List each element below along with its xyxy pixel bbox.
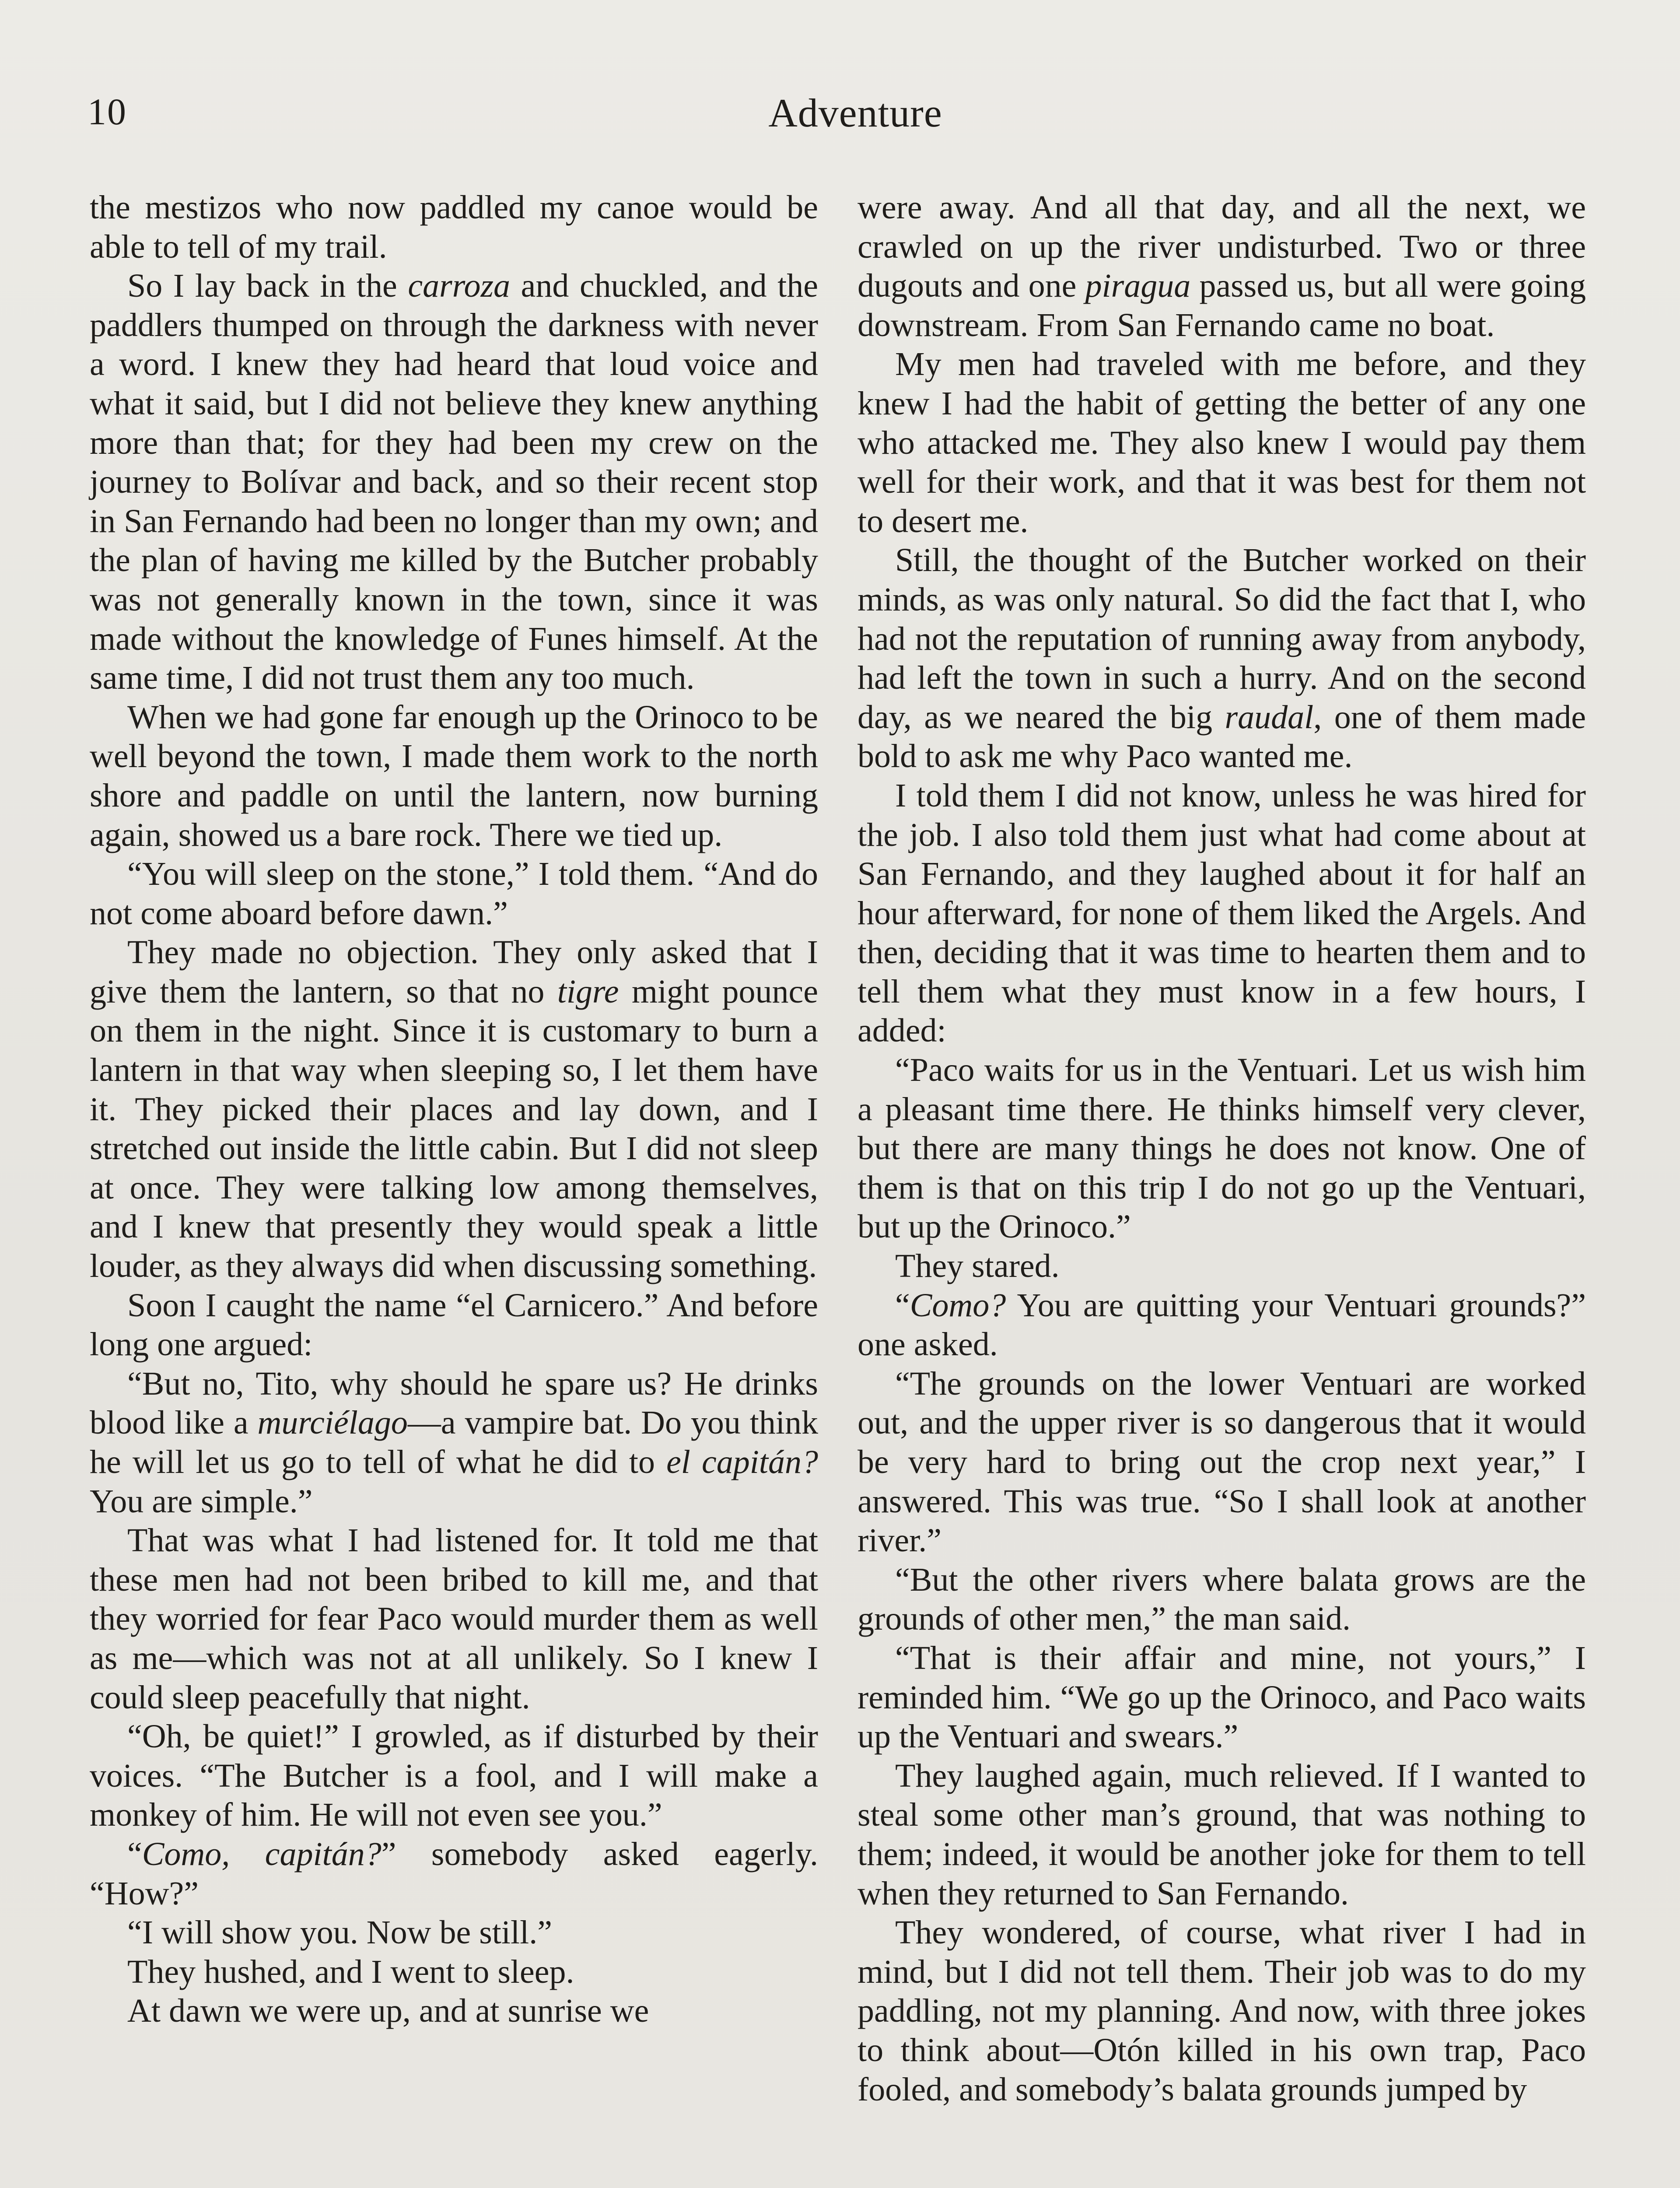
text-column-right (858, 188, 1586, 2109)
italic-text: raudal (1225, 698, 1314, 736)
paragraph (90, 855, 818, 933)
paragraph (858, 188, 1586, 345)
paragraph (90, 188, 818, 266)
italic-text: murciélago (257, 1404, 408, 1441)
text-run: Soon I caught the name “el Carnicero.” And before long one argued: (90, 1287, 818, 1363)
paragraph (858, 1051, 1586, 1247)
italic-text: carroza (408, 267, 511, 305)
text-run: They laughed again, much relieved. If I wanted to steal some other man’s ground, that was nothing to them; indeed, it would be another joke for them to tell when they returned to San Fernando. (858, 1757, 1586, 1912)
text-run: passed us, but all were going downstream. From San Fernando came no boat. (858, 267, 1586, 344)
italic-text: tigre (557, 973, 619, 1010)
text-run: They hushed, and I went to sleep. (127, 1953, 574, 1990)
paragraph (858, 1913, 1586, 2109)
italic-text: Como? (910, 1287, 1006, 1324)
text-run: My men had traveled with me before, and they knew I had the habit of getting the better of any one who attacked me. They also knew I would pay them well for their work, and that it was best for them not to desert me. (858, 346, 1586, 540)
paragraph (90, 933, 818, 1286)
text-run: “The grounds on the lower Ventuari are worked out, and the upper river is so dangerous that it would be very hard to bring out the crop next year,” I answered. This was true. “So I shall look at another river.” (858, 1365, 1586, 1559)
text-run: “That is their affair and mine, not yours,” I reminded him. “We go up the Orinoco, and Paco waits up the Ventuari and swears.” (858, 1639, 1586, 1755)
text-run: They wondered, of course, what river I had in mind, but I did not tell them. Their job was to do my paddling, not my planning. And now, with three jokes to think about—Otón killed in his own trap, Paco fooled, and somebody’s balata grounds jumped by (858, 1914, 1586, 2108)
text-run: “I will show you. Now be still.” (127, 1914, 553, 1951)
paragraph (90, 1835, 818, 1913)
text-run: So I lay back in the (127, 267, 408, 305)
italic-text: piragua (1085, 267, 1191, 305)
text-run: You are quitting your Ventuari grounds?” one asked. (858, 1287, 1586, 1363)
text-run: , one of them made bold to ask me why Paco wanted me. (858, 698, 1586, 775)
paragraph (858, 1757, 1586, 1913)
italic-text: Como, capitán? (142, 1835, 382, 1872)
paragraph (90, 266, 818, 698)
text-run: —a vampire bat. Do you think he will let us go to tell of what he did to (90, 1404, 819, 1480)
text-run: “You will sleep on the stone,” I told them. “And do not come aboard before dawn.” (90, 856, 818, 932)
text-run: “ (895, 1287, 910, 1324)
page-header (88, 90, 1584, 138)
text-run: and chuckled, and the paddlers thumped on through the darkness with never a word. I knew they had heard that loud voice and what it said, but I did not believe they knew anything more than that; for they had been my crew on the journey to Bolívar and back, and so their recent stop in San Fernando had been no longer than my own; and the plan of having me killed by the Butcher probably was not generally known in the town, since it was made without the knowledge of Funes himself. At the same time, I did not trust them any too much. (90, 267, 819, 697)
paragraph (90, 1913, 818, 1953)
paragraph (90, 698, 818, 855)
paragraph (858, 776, 1586, 1051)
paragraph (90, 1953, 818, 1992)
paragraph (858, 1639, 1586, 1757)
paragraph (90, 1286, 818, 1364)
paragraph (90, 1364, 818, 1521)
paragraph (858, 345, 1586, 541)
paragraph (90, 1521, 818, 1717)
text-run: “Oh, be quiet!” I growled, as if disturbed by their voices. “The Butcher is a fool, and I will make a monkey of him. He will not even see you.” (90, 1718, 818, 1834)
paragraph (90, 1992, 818, 2031)
text-run: When we had gone far enough up the Orinoco to be well beyond the town, I made them work to the north shore and paddle on until the lantern, now burning again, showed us a bare rock. There we tied up. (90, 698, 818, 853)
text-run: “But the other rivers where balata grows are the grounds of other men,” the man said. (858, 1561, 1586, 1637)
running-title: Adventure (768, 91, 942, 135)
text-run: They made no objection. They only asked that I give them the lantern, so that no (90, 934, 818, 1010)
page-number: 10 (88, 91, 127, 133)
paragraph (858, 541, 1586, 776)
text-run: At dawn we were up, and at sunrise we (127, 1992, 649, 2030)
text-run: ” somebody asked eagerly. “How?” (90, 1835, 818, 1912)
paragraph (858, 1247, 1586, 1286)
text-run: I told them I did not know, unless he was hired for the job. I also told them just what had come about at San Fernando, and they laughed about it for half an hour afterward, for none of them liked the Argels. And then, deciding that it was time to hearten them and to tell them what they must know in a few hours, I added: (858, 777, 1586, 1049)
text-run: “Paco waits for us in the Ventuari. Let us wish him a pleasant time there. He thinks himself very clever, but there are many things he does not know. One of them is that on this trip I do not go up the Ventuari, but up the Orinoco.” (858, 1052, 1586, 1245)
paragraph (858, 1560, 1586, 1639)
text-run: They stared. (895, 1248, 1060, 1285)
text-run: That was what I had listened for. It told me that these men had not been bribed to kill me, and that they worried for fear Paco would murder them as well as me—which was not at all unlikely. So I knew I could sleep peacefully that night. (90, 1522, 818, 1716)
text-column-left (90, 188, 818, 2031)
text-run: the mestizos who now paddled my canoe would be able to tell of my trail. (90, 189, 818, 265)
text-run: “ (127, 1835, 142, 1872)
paragraph (858, 1286, 1586, 1364)
text-run: “But no, Tito, why should he spare us? He drinks blood like a (90, 1365, 818, 1441)
text-run: You are simple.” (90, 1483, 313, 1520)
text-run: Still, the thought of the Butcher worked on their minds, as was only natural. So did the fact that I, who had not the reputation of running away from anybody, had left the town in such a hurry. And on the second day, as we neared the big (858, 542, 1586, 736)
text-run: were away. And all that day, and all the next, we crawled on up the river undisturbed. Two or three dugouts and one (858, 189, 1586, 305)
paragraph (90, 1717, 818, 1835)
paragraph (858, 1364, 1586, 1560)
italic-text: el capitán? (666, 1444, 819, 1480)
text-run: might pounce on them in the night. Since it is customary to burn a lantern in that way when sleeping so, I let them have it. They picked their places and lay down, and I stretched out inside the little cabin. But I did not sleep at once. They were talking low among themselves, and I knew that presently they would speak a little louder, as they always did when discussing something. (90, 973, 819, 1285)
